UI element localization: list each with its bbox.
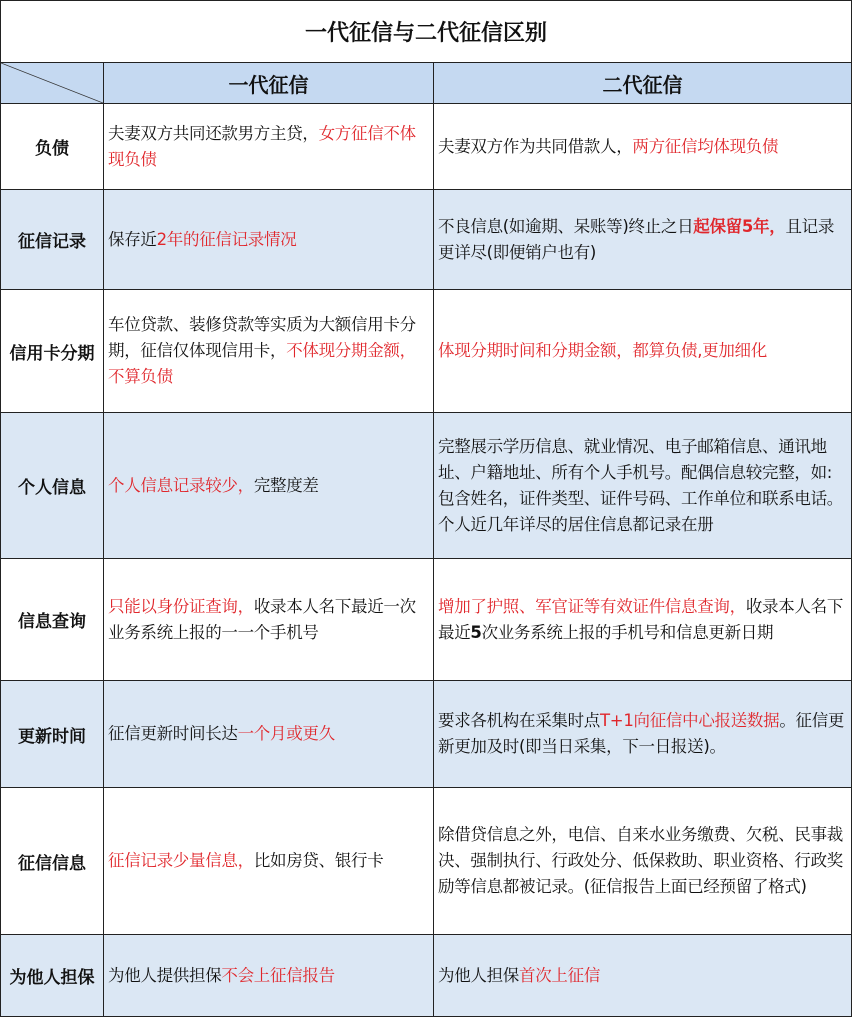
- row-label: 为他人担保: [1, 935, 104, 1017]
- text-segment: 为他人提供担保: [108, 965, 222, 985]
- table-row: [1, 681, 852, 788]
- gen2-cell: [434, 935, 852, 1017]
- text-segment: 首次上征信: [519, 965, 601, 985]
- gen2-cell: [434, 290, 852, 413]
- table-row: [1, 788, 852, 935]
- text-segment: 。征信更新更加及时(即当日采集，下一日报送)。: [438, 711, 845, 756]
- text-segment: 车位贷款、装修贷款等实质为大额信用卡分期，征信仅体现信用卡，: [108, 315, 416, 360]
- gen1-cell: [104, 681, 434, 788]
- table-row: [1, 413, 852, 559]
- table-row: [1, 935, 852, 1017]
- table-row: [1, 290, 852, 413]
- header-gen1: 一代征信: [104, 63, 434, 104]
- gen2-cell: [434, 788, 852, 935]
- text-segment: 女方征信不体现负债: [108, 123, 416, 169]
- text-segment: 保存近: [108, 229, 157, 249]
- text-segment: 不体现分期金额，不算负债: [108, 341, 416, 386]
- table-row: [1, 559, 852, 681]
- row-label: 信息查询: [1, 559, 104, 681]
- text-segment: 夫妻双方作为共同借款人，: [438, 136, 633, 156]
- row-label: 信用卡分期: [1, 290, 104, 413]
- text-segment: 且记录更详尽(即便销户也有): [438, 216, 835, 262]
- text-segment: 5: [470, 622, 482, 642]
- row-label: 征信记录: [1, 190, 104, 290]
- gen2-cell: [434, 413, 852, 559]
- gen1-cell: [104, 190, 434, 290]
- text-segment: 征信更新时间长达: [108, 724, 238, 743]
- row-label: 负债: [1, 104, 104, 190]
- text-segment: 完整展示学历信息、就业情况、电子邮箱信息、通讯地址、户籍地址、所有个人手机号。配偶信息较完整，如:包含姓名，证件类型、证件号码、工作单位和联系电话。个人近几年详尽的居住信息都记录在册: [438, 436, 844, 534]
- text-segment: 增加了护照、军官证等有效证件信息查询，: [438, 596, 746, 616]
- header-gen2: 二代征信: [434, 63, 852, 104]
- text-segment: 除借贷信息之外，电信、自来水业务缴费、欠税、民事裁决、强制执行、行政处分、低保救助、职业资格、行政奖励等信息都被记录。(征信报告上面已经预留了格式): [438, 825, 844, 896]
- text-segment: 起保留5年，: [693, 216, 786, 236]
- text-segment: 夫妻双方共同还款男方主贷，: [108, 123, 319, 143]
- gen2-cell: [434, 104, 852, 190]
- table-row: [1, 190, 852, 290]
- text-segment: 收录本人名下最近: [438, 596, 844, 642]
- table-row: [1, 104, 852, 190]
- row-label: 个人信息: [1, 413, 104, 559]
- text-segment: 为他人担保: [438, 965, 520, 985]
- text-segment: 体现分期时间和分期金额，都算负债,更加细化: [438, 341, 767, 360]
- text-segment: 不良信息(如逾期、呆账等)终止之日: [438, 216, 694, 236]
- gen1-cell: [104, 559, 434, 681]
- text-segment: 两方征信均体现负债: [632, 136, 779, 156]
- text-segment: 比如房贷、银行卡: [253, 851, 384, 870]
- gen1-cell: [104, 788, 434, 935]
- text-segment: 只能以身份证查询，: [108, 596, 254, 616]
- corner-cell: [1, 63, 104, 104]
- row-label: 征信信息: [1, 788, 104, 935]
- text-segment: T+1向征信中心报送数据: [600, 711, 780, 730]
- gen2-cell: [434, 190, 852, 290]
- table-title: 一代征信与二代征信区别: [1, 1, 852, 63]
- text-segment: 收录本人名下最近一次业务系统上报的一一个手机号: [108, 596, 416, 642]
- gen1-cell: [104, 413, 434, 559]
- text-segment: 完整度差: [253, 475, 319, 495]
- row-label: 更新时间: [1, 681, 104, 788]
- gen2-cell: [434, 681, 852, 788]
- text-segment: 2年的征信记录情况: [156, 229, 297, 249]
- gen2-cell: [434, 559, 852, 681]
- text-segment: 征信记录少量信息，: [108, 851, 254, 870]
- gen1-cell: [104, 290, 434, 413]
- text-segment: 要求各机构在采集时点: [438, 711, 601, 730]
- gen1-cell: [104, 104, 434, 190]
- text-segment: 不会上征信报告: [221, 965, 335, 985]
- gen1-cell: [104, 935, 434, 1017]
- text-segment: 一个月或更久: [237, 724, 335, 743]
- text-segment: 个人信息记录较少，: [108, 475, 254, 495]
- text-segment: 次业务系统上报的手机号和信息更新日期: [481, 622, 774, 642]
